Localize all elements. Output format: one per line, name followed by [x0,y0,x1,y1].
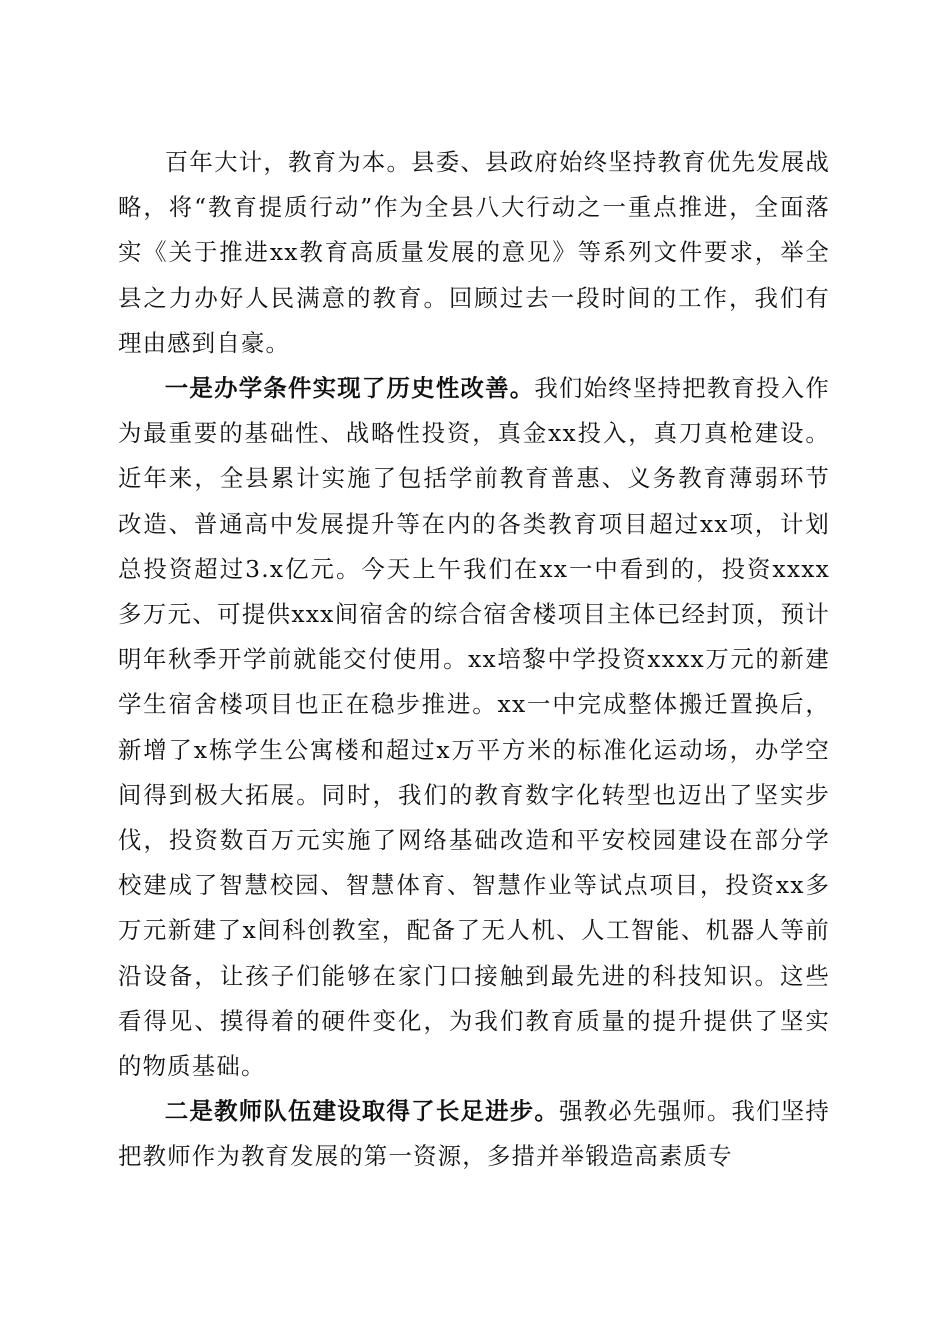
paragraph-intro [118,140,830,366]
paragraph-school-conditions [118,366,830,1089]
paragraph-lead: 二是教师队伍建设取得了长足进步。 [164,1097,560,1126]
paragraph-teacher-team [118,1089,830,1179]
paragraph-text: 我们始终坚持把教育投入作为最重要的基础性、战略性投资，真金xx投入，真刀真枪建设。近年来，全县累计实施了包括学前教育普惠、义务教育薄弱环节改造、普通高中发展提升等在内的各类教育项目超过xx项，计划总投资超过3.x亿元。今天上午我们在xx一中看到的，投资xxxx多万元、可提供xxx间宿舍的综合宿舍楼项目主体已经封顶，预计明年秋季开学前就能交付使用。xx培黎中学投资xxxx万元的新建学生宿舍楼项目也正在稳步推进。xx一中完成整体搬迁置换后，新增了x栋学生公寓楼和超过x万平方米的标准化运动场，办学空间得到极大拓展。同时，我们的教育数字化转型也迈出了坚实步伐，投资数百万元实施了网络基础改造和平安校园建设在部分学校建成了智慧校园、智慧体育、智慧作业等试点项目，投资xx多万元新建了x间科创教室，配备了无人机、人工智能、机器人等前沿设备，让孩子们能够在家门口接触到最先进的科技知识。这些看得见、摸得着的硬件变化，为我们教育质量的提升提供了坚实的物质基础。 [118,374,831,1081]
document-body [118,140,830,1180]
paragraph-text: 强教必先强师。我们坚持把教师作为教育发展的第一资源，多措并举锻造高素质专 [118,1097,830,1171]
paragraph-lead: 一是办学条件实现了历史性改善。 [164,374,535,403]
paragraph-text: 百年大计，教育为本。县委、县政府始终坚持教育优先发展战略，将“教育提质行动”作为全县八大行动之一重点推进，全面落实《关于推进xx教育高质量发展的意见》等系列文件要求，举全县之力办好人民满意的教育。回顾过去一段时间的工作，我们有理由感到自豪。 [118,148,830,357]
